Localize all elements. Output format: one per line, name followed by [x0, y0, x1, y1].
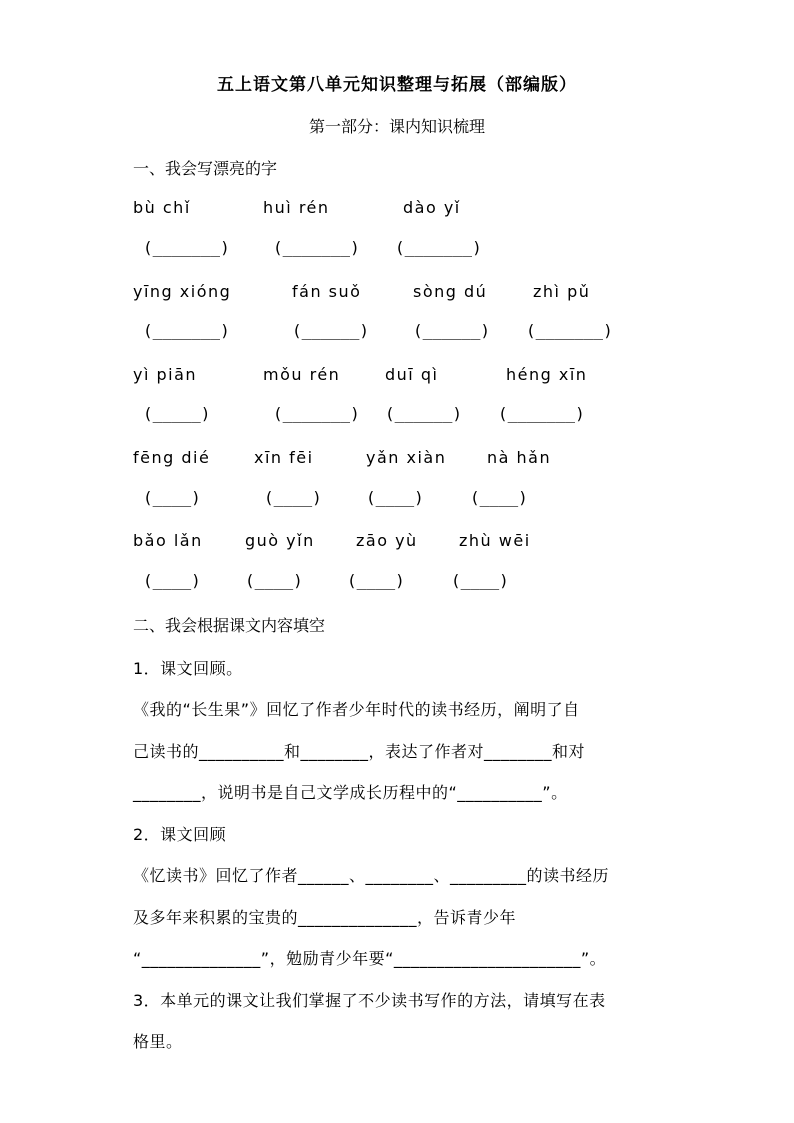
pinyin-item: xīn fēi: [254, 448, 314, 467]
pinyin-item: zāo yù: [356, 531, 418, 550]
answer-blank[interactable]: (______): [292, 321, 370, 340]
answer-blank[interactable]: (_____): [143, 404, 211, 423]
pinyin-item: dào yǐ: [403, 198, 461, 217]
answer-blank[interactable]: (____): [451, 571, 509, 590]
item1-line[interactable]: ________，说明书是自己文学成长历程中的“__________”。: [133, 783, 568, 802]
pinyin-item: nà hǎn: [487, 448, 552, 467]
pinyin-item: zhù wēi: [459, 531, 531, 550]
page-subtitle: 第一部分：课内知识梳理: [308, 117, 485, 136]
section1-heading: 一、我会写漂亮的字: [133, 159, 278, 178]
answer-blank[interactable]: (______): [413, 321, 491, 340]
answer-blank[interactable]: (_______): [395, 238, 482, 257]
item1-line: 《我的“长生果”》回忆了作者少年时代的读书经历，阐明了自: [133, 700, 580, 719]
pinyin-item: héng xīn: [506, 365, 588, 384]
pinyin-item: mǒu rén: [263, 365, 341, 384]
item1-line[interactable]: 己读书的__________和________，表达了作者对________和对: [133, 742, 586, 761]
answer-blank[interactable]: (_______): [273, 238, 360, 257]
pinyin-item: yīng xióng: [133, 282, 232, 301]
pinyin-item: huì rén: [263, 198, 330, 217]
answer-blank[interactable]: (____): [366, 488, 424, 507]
pinyin-item: duī qì: [385, 365, 439, 384]
answer-blank[interactable]: (____): [245, 571, 303, 590]
pinyin-item: zhì pǔ: [533, 282, 591, 301]
answer-blank[interactable]: (_______): [526, 321, 613, 340]
answer-blank[interactable]: (______): [385, 404, 463, 423]
answer-blank[interactable]: (____): [264, 488, 322, 507]
item2-line[interactable]: “______________”，勉励青少年要“______________________”。: [133, 949, 607, 968]
answer-blank[interactable]: (____): [143, 571, 201, 590]
pinyin-item: guò yǐn: [245, 531, 315, 550]
answer-blank[interactable]: (_______): [143, 238, 230, 257]
item3-line: 格里。: [133, 1032, 183, 1051]
item2-label: 2．课文回顾: [133, 825, 227, 844]
answer-blank[interactable]: (_______): [143, 321, 230, 340]
item1-label: 1．课文回顾。: [133, 659, 243, 678]
section2-heading: 二、我会根据课文内容填空: [133, 616, 326, 635]
pinyin-item: yì piān: [133, 365, 198, 384]
page-title: 五上语文第八单元知识整理与拓展（部编版）: [217, 75, 577, 95]
pinyin-item: yǎn xiàn: [366, 448, 447, 467]
item3-line: 3．本单元的课文让我们掌握了不少读书写作的方法，请填写在表: [133, 991, 606, 1010]
item2-line[interactable]: 及多年来积累的宝贵的______________，告诉青少年: [133, 908, 517, 927]
pinyin-item: bǎo lǎn: [133, 531, 203, 550]
answer-blank[interactable]: (____): [470, 488, 528, 507]
answer-blank[interactable]: (____): [347, 571, 405, 590]
answer-blank[interactable]: (_______): [498, 404, 585, 423]
pinyin-item: fán suǒ: [292, 282, 362, 301]
answer-blank[interactable]: (_______): [273, 404, 360, 423]
pinyin-item: sòng dú: [413, 282, 488, 301]
pinyin-item: bù chǐ: [133, 198, 191, 217]
answer-blank[interactable]: (____): [143, 488, 201, 507]
pinyin-item: fēng dié: [133, 448, 211, 467]
item2-line[interactable]: 《忆读书》回忆了作者______、________、_________的读书经历: [133, 866, 610, 885]
